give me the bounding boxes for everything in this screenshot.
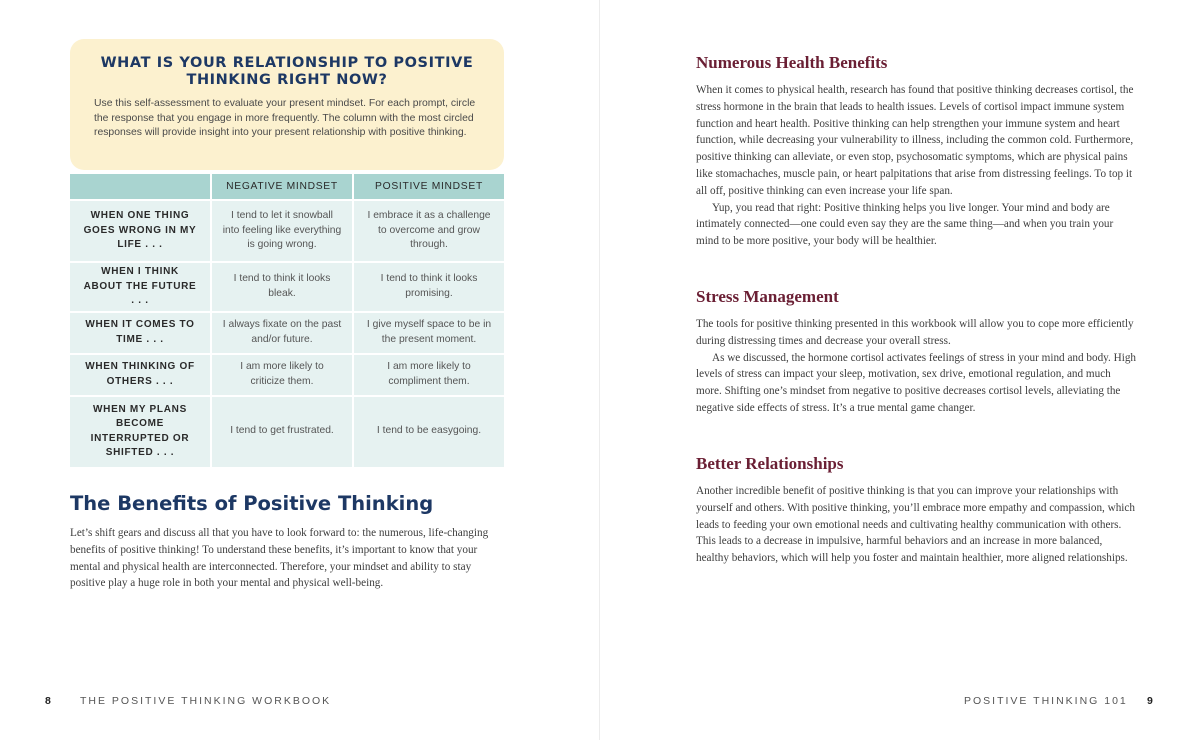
stress-management-body <box>696 316 1136 417</box>
callout-title <box>94 55 480 89</box>
stress-paragraph-2: As we discussed, the hormone cortisol activates feelings of stress in your mind and body. High levels of stress can impact your sleep, motivation, sex drive, emotional regulation, and much more. Shifting one’s mindset from negative to positive decreases cortisol levels, alleviating the negative side effects of stress. It’s a true mental game changer. <box>696 351 1137 414</box>
callout-title-line2: THINKING RIGHT NOW? <box>186 72 388 88</box>
self-assessment-callout <box>70 39 504 170</box>
row-prompt: WHEN THINKING OF OTHERS . . . <box>70 353 212 395</box>
health-paragraph-1: When it comes to physical health, research has found that positive thinking decreases cortisol, the stress hormone in the brain that leads to health issues. Levels of cortisol impact immune system function and heart health. Positive thinking can help strengthen your immune system and heart function, while decreasing your vulnerability to illness, including the common cold. Furthermore, positive thinking can alleviate, or even stop, psychosomatic symptoms, which are physical pains like stomachaches, muscle pain, or heart palpitations that arise from distressing feelings. To top it all off, positive thinking can even increase your life span. <box>696 84 1134 197</box>
running-head-right: POSITIVE THINKING 101 <box>964 695 1128 707</box>
benefits-paragraph: Let’s shift gears and discuss all that you have to look forward to: the numerous, life-changing benefits of positive thinking! To understand these benefits, it’s important to know that your mental and physical health are interconnected. Therefore, your mindset and ability to stay positive play a huge role in both your mental and physical well-being. <box>70 527 489 590</box>
row-negative-response: I tend to get frustrated. <box>212 395 354 467</box>
table-header-negative: NEGATIVE MINDSET <box>212 174 354 199</box>
row-positive-response: I give myself space to be in the present moment. <box>354 311 504 353</box>
relationships-paragraph-1: Another incredible benefit of positive thinking is that you can improve your relationships with yourself and others. With positive thinking, you’ll embrace more empathy and compassion, which leads to feeding your own emotional needs and cultivating healthy communication with others. This leads to a decrease in impulsive, harmful behaviors and an increase in more balanced, healthy behaviors, which will help you foster and maintain healthier, more aligned relationships. <box>696 485 1135 565</box>
health-benefits-body <box>696 82 1136 250</box>
row-prompt: WHEN ONE THING GOES WRONG IN MY LIFE . . . <box>70 199 212 261</box>
row-negative-response: I tend to think it looks bleak. <box>212 261 354 311</box>
row-negative-response: I always fixate on the past and/or future. <box>212 311 354 353</box>
row-prompt: WHEN MY PLANS BECOME INTERRUPTED OR SHIFTED . . . <box>70 395 212 467</box>
running-head-left: THE POSITIVE THINKING WORKBOOK <box>80 695 332 707</box>
right-page <box>600 0 1200 740</box>
row-negative-response: I tend to let it snowball into feeling like everything is going wrong. <box>212 199 354 261</box>
table-row <box>70 199 504 261</box>
page-number-left: 8 <box>45 695 51 707</box>
better-relationships-heading: Better Relationships <box>696 454 844 473</box>
row-positive-response: I tend to think it looks promising. <box>354 261 504 311</box>
self-assessment-table <box>70 174 504 467</box>
table-header-row <box>70 174 504 199</box>
row-positive-response: I am more likely to compliment them. <box>354 353 504 395</box>
row-prompt: WHEN IT COMES TO TIME . . . <box>70 311 212 353</box>
table-row <box>70 311 504 353</box>
health-paragraph-2: Yup, you read that right: Positive thinking helps you live longer. Your mind and body are intimately connected—one could even say they are the same thing—and when you train your mind to be more positive, your body will be healthier. <box>696 201 1114 248</box>
table-row <box>70 353 504 395</box>
callout-instructions: Use this self-assessment to evaluate your present mindset. For each prompt, circle the response that you engage in more frequently. The column with the most circled responses will provide insight into your present relationship with positive thinking. <box>94 98 476 139</box>
row-positive-response: I embrace it as a challenge to overcome and grow through. <box>354 199 504 261</box>
table-header-blank <box>70 174 212 199</box>
table-header-positive: POSITIVE MINDSET <box>354 174 504 199</box>
stress-paragraph-1: The tools for positive thinking presented in this workbook will allow you to cope more efficiently during distressing times and decrease your overall stress. <box>696 318 1134 347</box>
table-row <box>70 261 504 311</box>
health-benefits-heading: Numerous Health Benefits <box>696 53 888 72</box>
page-number-right: 9 <box>1147 695 1153 707</box>
row-negative-response: I am more likely to criticize them. <box>212 353 354 395</box>
stress-management-heading: Stress Management <box>696 287 839 306</box>
table-row <box>70 395 504 467</box>
callout-title-line1: WHAT IS YOUR RELATIONSHIP TO POSITIVE <box>100 55 474 71</box>
row-prompt: WHEN I THINK ABOUT THE FUTURE . . . <box>70 261 212 311</box>
row-positive-response: I tend to be easygoing. <box>354 395 504 467</box>
benefits-heading: The Benefits of Positive Thinking <box>70 492 434 515</box>
better-relationships-body <box>696 483 1136 567</box>
